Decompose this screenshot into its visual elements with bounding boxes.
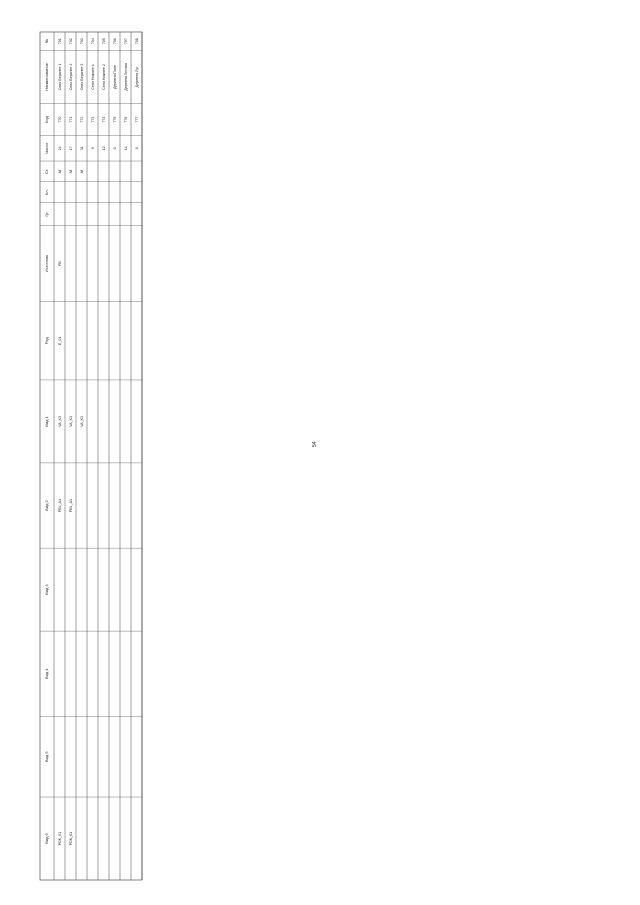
column-header: Кл. (44, 189, 49, 196)
table-cell: 706 (112, 38, 117, 45)
column-header: Наименование (44, 63, 49, 91)
table-cell: 701 (57, 38, 62, 45)
table-cell: 24 (57, 146, 62, 151)
table-cell: VA_K3 (79, 415, 84, 427)
column-header: Гр. (44, 211, 49, 217)
table-cell: 774 (101, 116, 106, 123)
table-cell: PEL_A1 (57, 498, 62, 513)
table-cell: Деревня Лесная (123, 63, 128, 91)
table-cell: Село Нижнее 2 (101, 64, 106, 90)
column-header: Вид 5 (44, 751, 49, 763)
table-cell: PDK_01 (57, 831, 62, 846)
table-cell: VA_K3 (57, 415, 62, 427)
column-header: Род (44, 337, 49, 345)
table-cell: 31 (79, 146, 84, 151)
column-header: Вид 1 (44, 416, 49, 427)
column-header: Вид 4 (44, 668, 49, 680)
table-cell: 8 (134, 147, 139, 150)
table-cell: PDK_01 (68, 831, 73, 846)
table-cell: 771 (68, 116, 73, 123)
table-cell: 708 (134, 38, 139, 45)
table-cell: 707 (123, 38, 128, 45)
table-cell: Деревня Поле (112, 64, 117, 89)
table-cell: PEL_A1 (68, 498, 73, 513)
table-cell: 704 (90, 38, 95, 45)
table-cell: 12 (101, 146, 106, 151)
table-cell: 775 (112, 116, 117, 123)
table-cell: 773 (90, 116, 95, 123)
table-cell: 770 (57, 116, 62, 123)
table-cell: 14 (123, 146, 128, 151)
table-cell: 703 (79, 38, 84, 45)
page-number: 54 (312, 441, 318, 447)
table-cell: Село Нижнее 1 (90, 64, 95, 90)
table-cell: 17 (68, 146, 73, 151)
table-cell: 777 (134, 116, 139, 123)
table-cell: VA_K3 (68, 415, 73, 427)
table-cell: 776 (123, 116, 128, 123)
table-cell: 6 (112, 147, 117, 150)
column-header: № (44, 39, 49, 44)
column-header: Вид 2 (44, 500, 49, 511)
table-cell: 9 (90, 147, 95, 150)
column-header: Ст. (44, 168, 49, 175)
column-header: Код (44, 116, 49, 123)
table-cell: Село Верхнее 1 (57, 63, 62, 91)
table-cell: PB (57, 261, 62, 266)
data-table (36, 0, 640, 905)
column-header: Число (44, 142, 49, 155)
table-cell: 702 (68, 38, 73, 45)
table-frame (40, 32, 142, 880)
table-cell: Село Верхнее 3 (79, 63, 84, 91)
table-cell: Село Верхнее 2 (68, 63, 73, 91)
table-cell: М (68, 169, 73, 173)
column-header: Источник (44, 255, 49, 273)
column-header: Вид 6 (44, 833, 49, 844)
column-header: Вид 3 (44, 584, 49, 595)
table-cell: 772 (79, 116, 84, 123)
table-cell: М (57, 169, 62, 173)
table-cell: E_01 (57, 336, 62, 345)
table-cell: 705 (101, 38, 106, 45)
table-cell: М (79, 169, 84, 173)
table-cell: Деревня Луг (134, 66, 139, 88)
